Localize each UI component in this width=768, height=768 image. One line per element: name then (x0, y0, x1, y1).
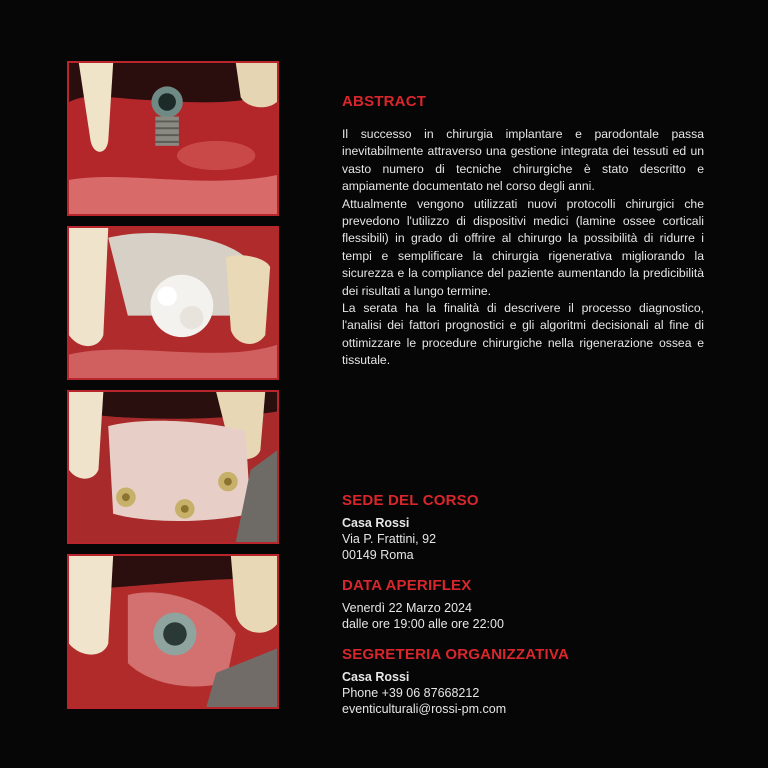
secretariat-email: eventiculturali@rossi-pm.com (342, 702, 507, 716)
secretariat-phone: Phone +39 06 87668212 (342, 686, 480, 700)
surgery-photo-4 (67, 554, 279, 709)
abstract-paragraph-1: Il successo in chirurgia implantare e parodontale passa inevitabilmente attraverso una gestione integrata dei tessuti ed un vasto numero di tecniche chirurgiche è stato descritto e ampiamente documentato nel corso degli anni. (342, 127, 704, 194)
secretariat-name: Casa Rossi (342, 670, 410, 684)
abstract-section (342, 92, 704, 370)
surgery-photo-2 (67, 226, 279, 380)
secretariat-section (342, 645, 704, 717)
venue-section (342, 491, 704, 563)
surgery-photo-3 (67, 390, 279, 544)
venue-address: Via P. Frattini, 92 (342, 532, 437, 546)
event-date-title: DATA APERIFLEX (342, 577, 472, 594)
abstract-title: ABSTRACT (342, 93, 427, 110)
secretariat-title: SEGRETERIA ORGANIZZATIVA (342, 646, 570, 663)
surgery-photo-1 (67, 61, 279, 216)
event-date-section (342, 576, 704, 632)
abstract-paragraph-2: Attualmente vengono utilizzati nuovi protocolli chirurgici che prevedono l'utilizzo di dispositivi medici (lamine ossee corticali flessibili) in grado di offrire al chirurgo la possibilità di ridurre i tempi e semplificare la chirurgia rigenerativa migliorando la sicurezza e la compliance del paziente aumentando la predicibilità dei risultati a lungo termine. (342, 196, 704, 298)
event-date: Venerdì 22 Marzo 2024 (342, 601, 472, 615)
venue-name: Casa Rossi (342, 516, 410, 530)
abstract-paragraph-3: La serata ha la finalità di descrivere il processo diagnostico, l'analisi dei fattori prognostici e gli algoritmi decisionali al fine di ottimizzare le procedure chirurgiche nella rigenerazione ossea e tissutale. (342, 301, 704, 368)
venue-city: 00149 Roma (342, 548, 414, 562)
venue-title: SEDE DEL CORSO (342, 492, 479, 509)
event-time: dalle ore 19:00 alle ore 22:00 (342, 617, 504, 631)
